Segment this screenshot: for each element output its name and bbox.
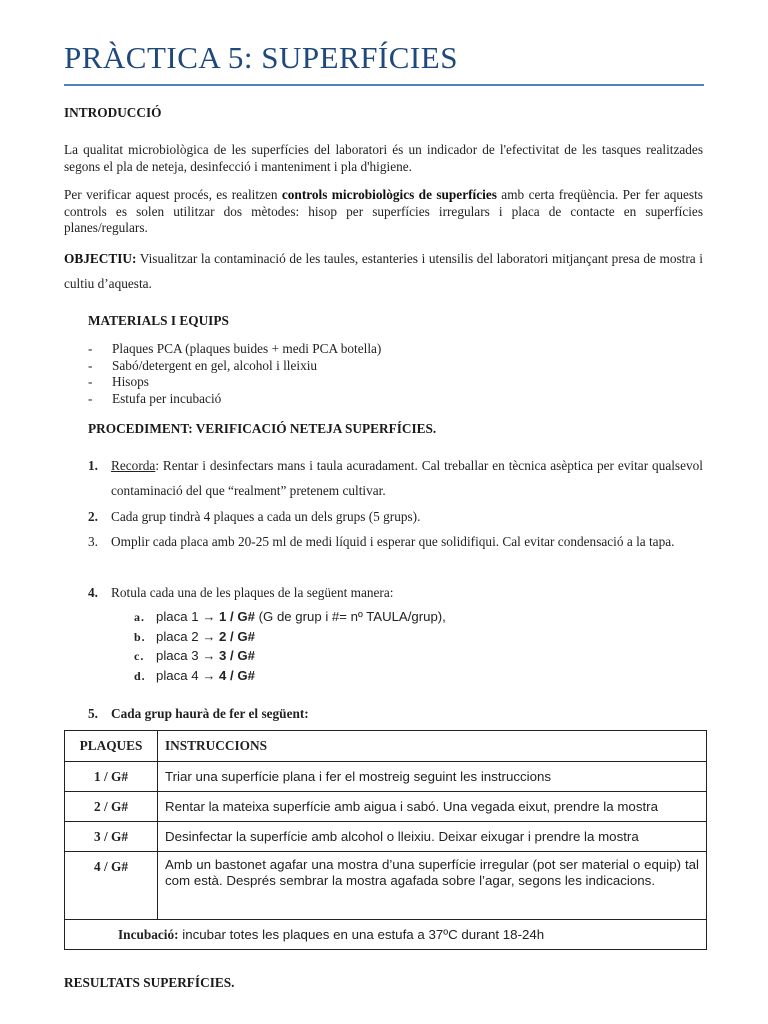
procedure-step-1	[88, 453, 703, 503]
label-code: 2 / G#	[219, 629, 255, 644]
table-row	[65, 762, 707, 792]
list-item	[88, 391, 381, 408]
label-item-d	[134, 668, 255, 684]
label-prefix: placa 2 →	[156, 629, 220, 644]
label-prefix: placa 3 →	[156, 648, 220, 663]
plates-table	[64, 730, 707, 950]
incubation-label: Incubació:	[118, 926, 179, 942]
list-bullet: -	[88, 357, 93, 373]
list-item	[88, 358, 381, 375]
intro-p2-text-start: Per verificar aquest procés, es realitzen	[64, 187, 282, 202]
step-4-text: Rotula cada una de les plaques de la següent manera:	[111, 585, 394, 600]
table-row	[65, 852, 707, 920]
list-bullet: -	[88, 390, 93, 406]
introduction-heading: INTRODUCCIÓ	[64, 105, 162, 120]
label-item-b	[134, 629, 255, 645]
step-number: 4.	[88, 585, 98, 600]
plate-cell: 4 / G#	[65, 852, 158, 920]
label-item-a	[134, 609, 446, 625]
label-code: 4 / G#	[219, 668, 255, 683]
incubation-cell	[65, 920, 707, 950]
label-prefix: placa 1 →	[156, 609, 220, 624]
list-bullet: -	[88, 374, 93, 389]
list-item	[88, 341, 381, 358]
instruction-cell: Triar una superfície plana i fer el mostreig seguint les instruccions	[158, 762, 707, 792]
procedure-step-4	[88, 580, 703, 605]
label-code: 1 / G#	[219, 609, 255, 624]
list-item-text: Hisops	[112, 374, 149, 389]
objective-label: OBJECTIU:	[64, 251, 137, 266]
label-item-c	[134, 648, 255, 664]
column-header-plates: PLAQUES	[65, 731, 158, 762]
materials-heading: MATERIALS I EQUIPS	[88, 313, 229, 328]
label-suffix: (G de grup i #= nº TAULA/grup),	[254, 609, 446, 624]
intro-paragraph-1: La qualitat microbiològica de les superfícies del laboratori és un indicador de l'efectivitat de les tasques realitzades segons el pla de neteja, desinfecció i manteniment i pla d'higiene.	[64, 142, 703, 174]
step-number: 3.	[88, 534, 98, 549]
sub-letter: d.	[134, 669, 146, 683]
procedure-step-5	[88, 701, 703, 726]
step-1-text: : Rentar i desinfectars mans i taula acuradament. Cal treballar en tècnica asèptica per evitar qualsevol contaminació del que “realment” pretenem cultivar.	[111, 458, 703, 498]
sub-letter: b.	[134, 630, 146, 644]
list-item-text: Sabó/detergent en gel, alcohol i lleixiu	[112, 357, 318, 373]
page-title: PRÀCTICA 5: SUPERFÍCIES	[64, 40, 458, 75]
step-5-text: Cada grup haurà de fer el següent:	[111, 706, 309, 721]
instruction-cell: Amb un bastonet agafar una mostra d’una superfície irregular (pot ser material o equip) tal com està. Després sembrar la mostra agafada sobre l’agar, segons les indicacions.	[158, 852, 707, 920]
step-2-text: Cada grup tindrà 4 plaques a cada un dels grups (5 grups).	[111, 509, 421, 524]
table-header-row	[65, 731, 707, 762]
table-row	[65, 792, 707, 822]
procedure-step-2	[88, 504, 703, 529]
intro-p2-text-end: amb certa freqüència. Per fer aquests controls es solen utilitzar dos mètodes: hisop per superfícies irregulars i placa de contacte en superfícies planes/regulars.	[64, 187, 703, 235]
column-header-instructions: INSTRUCCIONS	[158, 731, 707, 762]
sub-letter: a.	[134, 610, 145, 624]
step-number: 5.	[88, 706, 98, 721]
sub-letter: c.	[134, 649, 145, 663]
list-item-text: Plaques PCA (plaques buides + medi PCA botella)	[112, 341, 382, 356]
list-item	[88, 374, 381, 391]
results-heading: RESULTATS SUPERFÍCIES.	[64, 975, 235, 990]
objective-text: Visualitzar la contaminació de les taules, estanteries i utensilis del laboratori mitjançant presa de mostra i cultiu d’aquesta.	[64, 251, 703, 291]
label-prefix: placa 4 →	[156, 668, 220, 683]
label-code: 3 / G#	[219, 648, 255, 663]
step-number: 1.	[88, 458, 98, 473]
incubation-row	[65, 920, 707, 950]
plate-cell: 2 / G#	[65, 792, 158, 822]
intro-paragraph-2	[64, 187, 703, 237]
procedure-step-3	[88, 529, 703, 554]
instruction-cell: Rentar la mateixa superfície amb aigua i sabó. Una vegada eixut, prendre la mostra	[158, 792, 707, 822]
list-bullet: -	[88, 341, 93, 356]
intro-p2-bold: controls microbiològics de superfícies	[281, 187, 497, 202]
title-underline	[64, 84, 704, 86]
instruction-cell: Desinfectar la superfície amb alcohol o lleixiu. Deixar eixugar i prendre la mostra	[158, 822, 707, 852]
incubation-text: incubar totes les plaques en una estufa a 37ºC durant 18-24h	[178, 926, 545, 942]
plate-cell: 1 / G#	[65, 762, 158, 792]
procedure-heading: PROCEDIMENT: VERIFICACIÓ NETEJA SUPERFÍCIES.	[88, 421, 437, 436]
step-1-underlined: Recorda	[111, 458, 156, 473]
materials-list	[88, 341, 381, 407]
table-row	[65, 822, 707, 852]
objective-paragraph	[64, 246, 703, 296]
plate-cell: 3 / G#	[65, 822, 158, 852]
step-3-text: Omplir cada placa amb 20-25 ml de medi líquid i esperar que solidifiqui. Cal evitar condensació a la tapa.	[111, 534, 675, 549]
step-number: 2.	[88, 509, 98, 524]
list-item-text: Estufa per incubació	[112, 390, 222, 406]
